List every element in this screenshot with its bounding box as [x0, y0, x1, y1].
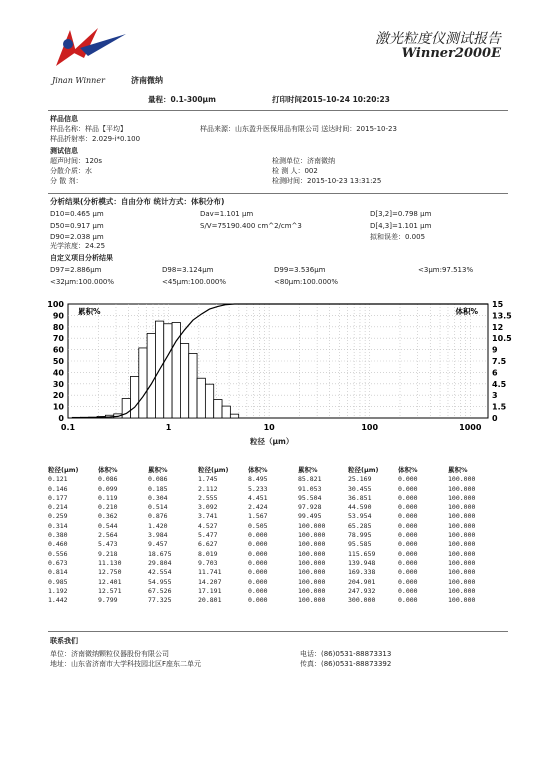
table-cell: 14.207	[198, 577, 222, 586]
dav-value: Dav=1.101 μm	[200, 210, 254, 218]
right-tick-label: 10.5	[492, 334, 512, 344]
table-cell: 30.455	[348, 484, 372, 493]
table-cell: 11.130	[98, 558, 122, 567]
volume-bar	[230, 414, 238, 418]
table-cell: 95.504	[298, 493, 322, 502]
table-row	[48, 485, 498, 494]
left-tick-label: 100	[47, 300, 64, 309]
table-cell: 0.460	[48, 540, 68, 549]
table-cell: 100.000	[448, 475, 476, 484]
table-cell: 4.451	[248, 493, 268, 502]
column-header: 粒径(μm)	[348, 466, 379, 474]
table-cell: 0.000	[398, 549, 418, 558]
table-row	[48, 587, 498, 596]
table-cell: 100.000	[298, 521, 326, 530]
table-cell: 0.544	[98, 521, 118, 530]
test-time: 检测时间：2015-10-23 13:31:25	[272, 177, 382, 185]
table-cell: 6.627	[198, 540, 218, 549]
table-cell: 100.000	[448, 540, 476, 549]
table-cell: 91.053	[298, 484, 322, 493]
table-cell: 0.000	[248, 558, 268, 567]
table-cell: 0.119	[98, 493, 118, 502]
table-cell: 42.554	[148, 568, 172, 577]
table-cell: 0.000	[248, 531, 268, 540]
table-cell: 0.099	[98, 484, 118, 493]
table-row	[48, 550, 498, 559]
analysis-heading: 分析结果(分析模式：自由分布 统计方式：体积分布)	[50, 197, 225, 206]
table-cell: 12.750	[98, 568, 122, 577]
table-row	[48, 540, 498, 549]
table-cell: 0.000	[398, 521, 418, 530]
custom-under-32um: <32μm:100.000%	[50, 278, 115, 286]
custom-d97: D97=2.886μm	[50, 266, 102, 274]
table-cell: 77.325	[148, 596, 172, 605]
table-cell: 100.000	[448, 577, 476, 586]
table-cell: 0.673	[48, 558, 68, 567]
table-cell: 100.000	[448, 521, 476, 530]
right-axis-label: 体积%	[455, 307, 478, 316]
left-tick-label: 30	[52, 379, 64, 389]
table-cell: 2.424	[248, 503, 268, 512]
table-cell: 53.954	[348, 512, 372, 521]
table-cell: 9.799	[98, 596, 118, 605]
table-cell: 18.675	[148, 549, 172, 558]
table-cell: 115.659	[348, 549, 376, 558]
divider	[48, 193, 508, 194]
x-axis-label: 粒径（μm）	[250, 437, 294, 446]
table-cell: 100.000	[298, 577, 326, 586]
table-cell: 139.948	[348, 558, 376, 567]
left-tick-label: 80	[52, 322, 64, 332]
table-cell: 5.233	[248, 484, 268, 493]
table-cell: 1.745	[198, 475, 218, 484]
table-cell: 0.514	[148, 503, 168, 512]
table-cell: 100.000	[448, 586, 476, 595]
table-cell: 2.112	[198, 484, 218, 493]
right-tick-label: 15	[492, 300, 504, 309]
volume-bar	[222, 406, 230, 418]
table-cell: 3.092	[198, 503, 218, 512]
table-cell: 3.984	[148, 531, 168, 540]
table-header-row	[48, 466, 498, 475]
table-cell: 65.285	[348, 521, 372, 530]
right-tick-label: 0	[492, 414, 498, 423]
right-tick-label: 1.5	[492, 402, 507, 412]
column-header: 体积%	[248, 466, 268, 474]
table-cell: 0.505	[248, 521, 268, 530]
table-cell: 0.985	[48, 577, 68, 586]
volume-bar	[189, 353, 197, 418]
table-cell: 20.801	[198, 596, 222, 605]
table-cell: 100.000	[298, 558, 326, 567]
table-cell: 95.585	[348, 540, 372, 549]
d90-value: D90=2.038 μm	[50, 233, 104, 241]
table-cell: 100.000	[298, 596, 326, 605]
left-tick-label: 40	[52, 368, 64, 378]
d32-value: D[3,2]=0.798 μm	[370, 210, 432, 218]
custom-d98: D98=3.124μm	[162, 266, 214, 274]
volume-bar	[214, 400, 222, 418]
table-cell: 1.420	[148, 521, 168, 530]
table-cell: 0.000	[398, 577, 418, 586]
right-tick-label: 4.5	[492, 379, 507, 389]
column-header: 体积%	[98, 466, 118, 474]
table-cell: 0.259	[48, 512, 68, 521]
table-cell: 100.000	[448, 503, 476, 512]
table-cell: 1.192	[48, 586, 68, 595]
table-cell: 0.556	[48, 549, 68, 558]
left-axis-label: 累积%	[78, 307, 101, 316]
table-row	[48, 559, 498, 568]
table-row	[48, 503, 498, 512]
table-cell: 0.086	[98, 475, 118, 484]
table-cell: 36.851	[348, 493, 372, 502]
right-tick-label: 13.5	[492, 311, 512, 321]
particle-size-chart	[30, 296, 530, 446]
contact-address: 地址：山东省济南市大学科技园北区F座东二单元	[50, 660, 202, 668]
x-tick-label: 10	[263, 423, 275, 432]
contact-phone: 电话：(86)0531-88873313	[300, 650, 392, 658]
divider	[48, 631, 508, 632]
table-row	[48, 568, 498, 577]
table-cell: 25.169	[348, 475, 372, 484]
table-cell: 2.555	[198, 493, 218, 502]
column-header: 累积%	[448, 466, 468, 474]
table-row	[48, 531, 498, 540]
volume-bar	[139, 348, 147, 418]
table-cell: 100.000	[448, 531, 476, 540]
table-cell: 0.814	[48, 568, 68, 577]
table-cell: 0.086	[148, 475, 168, 484]
table-cell: 0.210	[98, 503, 118, 512]
table-cell: 5.477	[198, 531, 218, 540]
sample-source: 样品来源：山东盈升医保用品有限公司 送达时间：2015-10-23	[200, 125, 397, 133]
table-cell: 78.995	[348, 531, 372, 540]
table-cell: 0.362	[98, 512, 118, 521]
table-cell: 100.000	[298, 531, 326, 540]
table-cell: 0.000	[398, 568, 418, 577]
table-cell: 0.000	[248, 540, 268, 549]
contact-fax: 传真：(86)0531-88873392	[300, 660, 392, 668]
report-title: 激光粒度仪测试报告	[375, 31, 501, 47]
custom-d99: D99=3.536μm	[274, 266, 326, 274]
custom-under-45um: <45μm:100.000%	[162, 278, 227, 286]
table-cell: 0.000	[398, 503, 418, 512]
left-tick-label: 0	[58, 414, 64, 423]
table-cell: 0.000	[398, 596, 418, 605]
table-cell: 100.000	[448, 512, 476, 521]
logo-cn-text: 济南微纳	[131, 76, 163, 85]
table-cell: 5.473	[98, 540, 118, 549]
left-tick-label: 10	[52, 402, 64, 412]
table-cell: 4.527	[198, 521, 218, 530]
volume-bar	[180, 344, 188, 418]
table-cell: 0.314	[48, 521, 68, 530]
table-cell: 8.019	[198, 549, 218, 558]
left-tick-label: 20	[52, 391, 64, 401]
fit-error: 拟和误差：0.005	[370, 233, 426, 241]
x-tick-label: 1000	[459, 423, 482, 432]
table-cell: 9.457	[148, 540, 168, 549]
table-cell: 247.932	[348, 586, 376, 595]
table-cell: 0.380	[48, 531, 68, 540]
column-header: 粒径(μm)	[48, 466, 79, 474]
measurement-range: 量程：0.1-300μm	[148, 95, 216, 104]
table-cell: 0.876	[148, 512, 168, 521]
column-header: 累积%	[298, 466, 318, 474]
table-cell: 0.000	[248, 549, 268, 558]
volume-bar	[197, 378, 205, 418]
table-cell: 100.000	[448, 568, 476, 577]
table-cell: 300.000	[348, 596, 376, 605]
table-cell: 0.000	[398, 475, 418, 484]
logo-en-text: Jinan Winner	[52, 76, 105, 85]
table-cell: 17.191	[198, 586, 222, 595]
table-cell: 0.185	[148, 484, 168, 493]
d43-value: D[4,3]=1.101 μm	[370, 222, 432, 230]
table-cell: 12.401	[98, 577, 122, 586]
column-header: 体积%	[398, 466, 418, 474]
table-row	[48, 512, 498, 521]
volume-bar	[205, 384, 213, 418]
table-cell: 1.567	[248, 512, 268, 521]
table-cell: 100.000	[298, 549, 326, 558]
sample-refractive-index: 样品折射率：2.029-i*0.100	[50, 135, 141, 143]
table-cell: 97.928	[298, 503, 322, 512]
sample-name: 样品名称：样品【平均】	[50, 125, 127, 133]
table-cell: 8.495	[248, 475, 268, 484]
tester: 检 测 人：002	[272, 167, 318, 175]
table-cell: 0.121	[48, 475, 68, 484]
table-cell: 0.000	[398, 586, 418, 595]
table-cell: 100.000	[448, 484, 476, 493]
table-cell: 54.955	[148, 577, 172, 586]
table-cell: 99.495	[298, 512, 322, 521]
table-cell: 100.000	[448, 493, 476, 502]
table-cell: 0.000	[398, 512, 418, 521]
size-distribution-table	[48, 466, 498, 605]
d50-value: D50=0.917 μm	[50, 222, 104, 230]
instrument-model: Winner2000E	[401, 46, 501, 61]
table-cell: 12.571	[98, 586, 122, 595]
print-time: 打印时间2015-10-24 10:20:23	[272, 95, 390, 104]
table-cell: 11.741	[198, 568, 222, 577]
table-cell: 204.901	[348, 577, 376, 586]
table-cell: 85.821	[298, 475, 322, 484]
volume-bar	[130, 376, 138, 418]
table-cell: 0.000	[398, 558, 418, 567]
right-tick-label: 9	[492, 345, 498, 355]
optical-density: 光学浓度：24.25	[50, 242, 106, 250]
table-row	[48, 522, 498, 531]
left-tick-label: 50	[52, 357, 64, 366]
right-tick-label: 7.5	[492, 357, 507, 366]
table-cell: 100.000	[298, 540, 326, 549]
table-row	[48, 494, 498, 503]
x-tick-label: 100	[361, 423, 379, 432]
table-cell: 100.000	[448, 558, 476, 567]
table-cell: 1.442	[48, 596, 68, 605]
table-cell: 0.000	[398, 484, 418, 493]
table-cell: 67.526	[148, 586, 172, 595]
sv-value: S/V=75190.400 cm^2/cm^3	[200, 222, 302, 230]
table-cell: 0.214	[48, 503, 68, 512]
table-cell: 0.177	[48, 493, 68, 502]
column-header: 粒径(μm)	[198, 466, 229, 474]
table-cell: 9.703	[198, 558, 218, 567]
x-tick-label: 0.1	[60, 423, 76, 432]
table-cell: 0.000	[248, 596, 268, 605]
custom-under-80um: <80μm:100.000%	[274, 278, 339, 286]
right-tick-label: 3	[492, 391, 498, 401]
dispersion-medium: 分散介质：水	[50, 167, 92, 175]
volume-bar	[147, 333, 155, 418]
ultrasonic-time: 超声时间：120s	[50, 157, 103, 165]
table-cell: 0.000	[248, 586, 268, 595]
table-cell: 2.564	[98, 531, 118, 540]
right-tick-label: 12	[492, 322, 504, 332]
d10-value: D10=0.465 μm	[50, 210, 104, 218]
sample-heading: 样品信息	[50, 115, 78, 123]
custom-under-3um: <3μm:97.513%	[418, 266, 474, 274]
table-cell: 44.590	[348, 503, 372, 512]
right-tick-label: 6	[492, 368, 498, 378]
test-heading: 测试信息	[50, 147, 78, 155]
table-row	[48, 596, 498, 605]
table-cell: 0.000	[248, 577, 268, 586]
table-cell: 100.000	[298, 586, 326, 595]
x-tick-label: 1	[165, 423, 172, 432]
column-header: 累积%	[148, 466, 168, 474]
contact-heading: 联系我们	[50, 637, 78, 645]
table-cell: 100.000	[448, 596, 476, 605]
divider	[48, 110, 508, 111]
dispersant: 分 散 剂：	[50, 177, 83, 185]
left-tick-label: 60	[52, 345, 64, 355]
table-row	[48, 475, 498, 484]
volume-bar	[164, 324, 172, 418]
left-tick-label: 70	[52, 334, 64, 344]
table-row	[48, 578, 498, 587]
table-cell: 9.218	[98, 549, 118, 558]
table-cell: 169.338	[348, 568, 376, 577]
custom-heading: 自定义项目分析结果	[50, 254, 113, 262]
left-tick-label: 90	[52, 311, 64, 321]
table-cell: 0.146	[48, 484, 68, 493]
table-cell: 0.000	[248, 568, 268, 577]
table-cell: 3.741	[198, 512, 218, 521]
table-cell: 0.000	[398, 493, 418, 502]
table-cell: 0.000	[398, 540, 418, 549]
table-cell: 100.000	[298, 568, 326, 577]
contact-company: 单位：济南微纳颗粒仪器股份有限公司	[50, 650, 169, 658]
table-cell: 0.000	[398, 531, 418, 540]
table-cell: 29.804	[148, 558, 172, 567]
test-unit: 检测单位：济南微纳	[272, 157, 335, 165]
company-logo	[50, 22, 130, 74]
table-cell: 0.304	[148, 493, 168, 502]
table-cell: 100.000	[448, 549, 476, 558]
